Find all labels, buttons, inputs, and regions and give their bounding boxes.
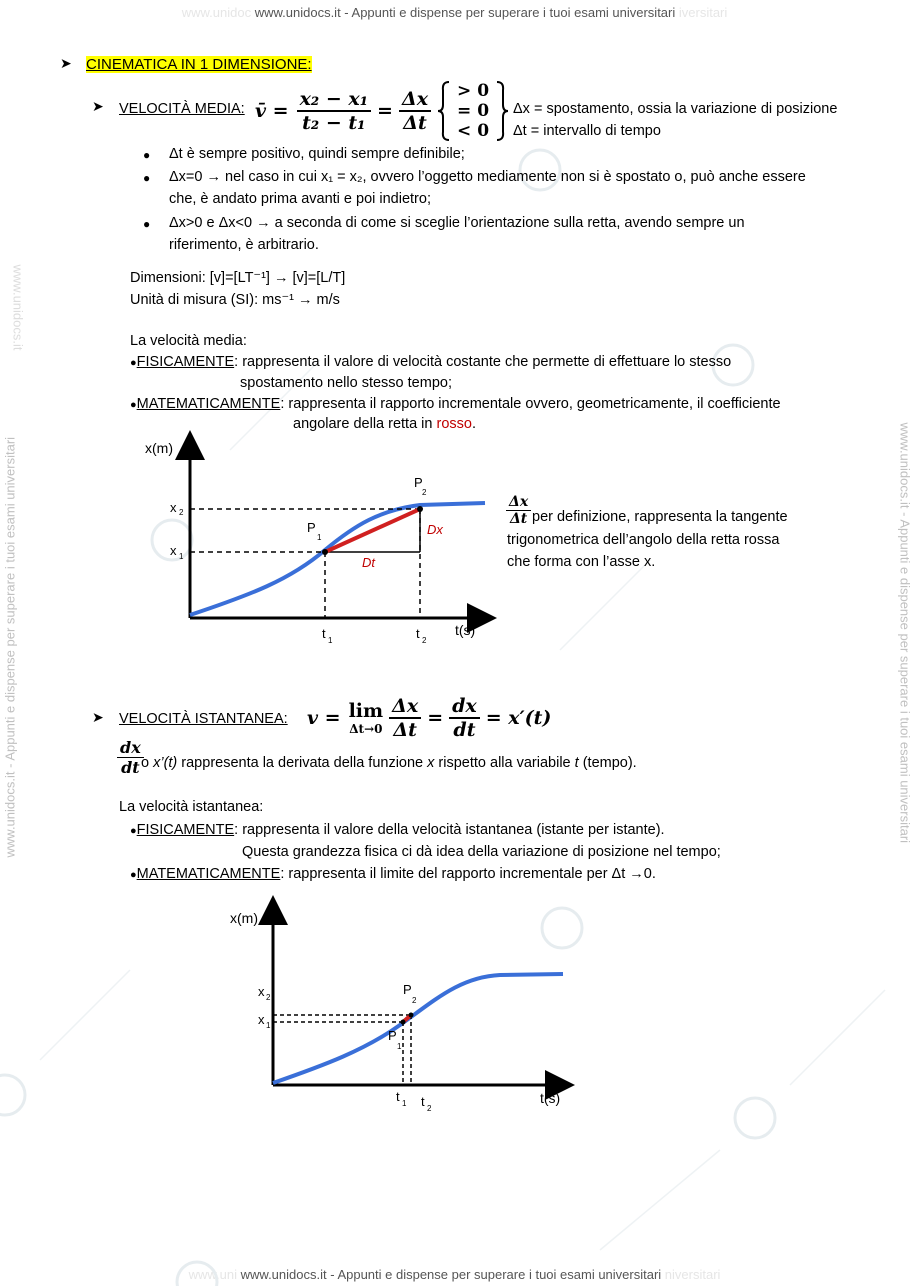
note-line-1: per definizione, rappresenta la tangente — [532, 509, 788, 525]
deriv-frac — [117, 738, 144, 777]
p1-sub: 1 — [317, 533, 322, 542]
graph-velocita-media — [140, 435, 500, 650]
section-title-text: CINEMATICA IN 1 DIMENSIONE: — [86, 56, 312, 73]
istantanea-arrow-icon: ➤ — [92, 709, 104, 725]
velocita-media-formula — [255, 80, 509, 142]
x1-label-2: x — [258, 1012, 265, 1027]
point-p1-2 — [401, 1020, 406, 1025]
deriv-frac-num: dx — [117, 738, 144, 758]
bullet-3-cont: riferimento, è arbitrario. — [169, 237, 319, 253]
mat-text-red: rosso — [436, 416, 472, 432]
point-p2 — [417, 506, 423, 512]
note-frac — [506, 494, 531, 527]
istantanea-matematicamente-label: MATEMATICAMENTE — [136, 866, 281, 882]
right-brace-icon — [495, 80, 509, 142]
velocita-media-label: VELOCITÀ MEDIA: — [119, 101, 245, 117]
footer-watermark-text[interactable]: www.unidocs.it - Appunti e dispense per superare i tuoi esami universitari — [240, 1267, 662, 1282]
t1-sub: 1 — [328, 636, 333, 645]
istantanea-fisicamente-text: : rappresenta il valore della velocità istantanea (istante per istante). — [234, 822, 665, 838]
p2-sub: 2 — [422, 488, 427, 497]
formula2-den-1: Δt — [393, 719, 417, 741]
media-arrow-icon: ➤ — [92, 98, 104, 114]
formula-cases — [457, 81, 489, 141]
bullet-dot-icon: ● — [130, 825, 137, 837]
formula-lhs: v̄ = — [255, 100, 289, 122]
deriv-f: t — [574, 755, 579, 771]
left-side-watermark-top: www.unidocs.it — [10, 264, 26, 351]
note-frac-den: Δt — [509, 511, 528, 527]
p1-sub-2: 1 — [397, 1042, 402, 1051]
mat-text-b: . — [471, 416, 476, 432]
x2-sub: 2 — [179, 508, 184, 517]
formula-eq: = — [377, 100, 393, 122]
t2-label: t — [416, 626, 420, 641]
t2-sub-2: 2 — [427, 1104, 432, 1113]
deriv-frac-den: dt — [121, 758, 140, 777]
formula2-lhs: v = — [307, 707, 341, 729]
bullet-1: Δt è sempre positivo, quindi sempre definibile; — [169, 146, 465, 162]
def-spostamento: Δx = spostamento, ossia la variazione di posizione — [513, 101, 838, 117]
formula2-limit — [349, 700, 384, 736]
formula2-frac-2 — [449, 695, 480, 741]
def-intervallo: Δt = intervallo di tempo — [513, 123, 661, 139]
right-side-watermark: www.unidocs.it - Appunti e dispense per superare i tuoi esami universitari — [897, 422, 913, 844]
t2-label-2: t — [421, 1094, 425, 1109]
x-axis-label-2: t(s) — [540, 1090, 561, 1106]
deriv-a: o — [141, 755, 154, 771]
header-ghost-left: www.unidoc — [181, 5, 252, 20]
istantanea-fisicamente-cont: Questa grandezza fisica ci dà idea della variazione di posizione nel tempo; — [242, 844, 721, 860]
bullet-3: Δx>0 e Δx<0 → a seconda di come si sceglie l’orientazione sulla retta, avendo sempre un — [169, 215, 745, 231]
formula2-lim: lim — [348, 700, 384, 722]
istantanea-matematicamente-text: : rappresenta il limite del rapporto incrementale per Δt →0. — [280, 866, 656, 882]
t1-label: t — [322, 626, 326, 641]
note-line-3: che forma con l’asse x. — [507, 554, 656, 570]
fisicamente-line — [130, 352, 731, 373]
fisicamente-text-cont: spostamento nello stesso tempo; — [240, 375, 452, 391]
formula-frac-2 — [399, 88, 431, 134]
section-title — [86, 54, 312, 76]
mat-text-a: angolare della retta in — [293, 416, 437, 432]
dt-label: Dt — [362, 555, 375, 570]
x-axis-label: t(s) — [455, 622, 476, 638]
matematicamente-line — [130, 394, 781, 415]
position-curve — [190, 503, 485, 615]
x1-label: x — [170, 543, 177, 558]
p2-label-2: P — [403, 982, 412, 997]
case-zero: = 0 — [457, 101, 490, 121]
bullet-dot-icon: ● — [130, 357, 137, 369]
p1-label: P — [307, 520, 316, 535]
point-p1 — [322, 549, 328, 555]
matematicamente-text: : rappresenta il rapporto incrementale ovvero, geometricamente, il coefficiente — [280, 396, 781, 412]
formula2-lim-sub: Δt→0 — [349, 722, 383, 736]
formula2-rhs: = x′(t) — [485, 707, 552, 729]
section-arrow-icon: ➤ — [60, 55, 72, 71]
note-line-2: trigonometrica dell’angolo della retta rossa — [507, 532, 780, 548]
formula-frac-1 — [297, 88, 371, 134]
note-fraction — [506, 494, 531, 527]
header-watermark-text[interactable]: www.unidocs.it - Appunti e dispense per superare i tuoi esami universitari — [254, 5, 676, 20]
formula2-den-2: dt — [453, 719, 476, 741]
x2-label: x — [170, 500, 177, 515]
unita-misura: Unità di misura (SI): ms⁻¹ → m/s — [130, 292, 340, 308]
matematicamente-text-cont — [293, 414, 476, 435]
left-side-watermark: www.unidocs.it - Appunti e dispense per superare i tuoi esami universitari — [2, 436, 18, 858]
istantanea-matematicamente-line — [130, 864, 656, 885]
case-negative: < 0 — [457, 121, 490, 141]
dimensioni: Dimensioni: [v]=[LT⁻¹] → [v]=[L/T] — [130, 270, 346, 286]
dx-label: Dx — [427, 522, 443, 537]
velocita-istantanea-label: VELOCITÀ ISTANTANEA: — [119, 711, 288, 727]
deriv-e: rispetto alla variabile — [434, 755, 575, 771]
formula-den-2: Δt — [403, 112, 427, 134]
p2-sub-2: 2 — [412, 996, 417, 1005]
footer-ghost-left: www.uni — [188, 1267, 237, 1282]
x1-sub: 1 — [179, 552, 184, 561]
y-axis-label-2: x(m) — [230, 910, 258, 926]
istantanea-intro: La velocità istantanea: — [119, 799, 264, 815]
formula-num-1: x₂ − x₁ — [297, 88, 371, 112]
secant-line — [325, 509, 420, 552]
velocita-istantanea-formula — [307, 692, 551, 744]
left-brace-icon — [437, 80, 451, 142]
deriv-fraction — [117, 738, 144, 777]
formula2-num-1: Δx — [389, 695, 421, 719]
bullet-2-cont: che, è andato prima avanti e poi indietro; — [169, 191, 431, 207]
formula2-frac-1 — [389, 695, 421, 741]
formula-num-2: Δx — [399, 88, 431, 112]
bullet-2: Δx=0 → nel caso in cui x₁ = x₂, ovvero l’oggetto mediamente non si è spostato o, può anche essere — [169, 169, 806, 185]
matematicamente-label: MATEMATICAMENTE — [136, 396, 281, 412]
footer-ghost-right: niversitari — [664, 1267, 721, 1282]
case-positive: > 0 — [457, 81, 490, 101]
deriv-g: (tempo). — [578, 755, 637, 771]
istantanea-fisicamente-label: FISICAMENTE — [136, 822, 235, 838]
formula2-num-2: dx — [449, 695, 480, 719]
x1-sub-2: 1 — [266, 1021, 271, 1030]
p2-label: P — [414, 475, 423, 490]
velocita-media-intro: La velocità media: — [130, 333, 247, 349]
fisicamente-label: FISICAMENTE — [136, 354, 235, 370]
deriv-c: rappresenta la derivata della funzione — [177, 755, 428, 771]
header-ghost-right: iversitari — [678, 5, 728, 20]
fisicamente-text: : rappresenta il valore di velocità costante che permette di effettuare lo stesso — [234, 354, 732, 370]
deriv-b: x’(t) — [153, 755, 178, 771]
graph-velocita-istantanea — [225, 905, 575, 1120]
derivata-line — [141, 753, 637, 774]
note-frac-num: Δx — [506, 494, 531, 511]
bullet-dot-icon: ● — [130, 399, 137, 411]
formula-den-1: t₂ − t₁ — [302, 112, 366, 134]
x2-sub-2: 2 — [266, 993, 271, 1002]
formula2-eq: = — [427, 707, 444, 729]
position-curve-2 — [273, 974, 563, 1083]
y-axis-label: x(m) — [145, 440, 173, 456]
p1-label-2: P — [388, 1028, 397, 1043]
t2-sub: 2 — [422, 636, 427, 645]
bullet-dot-icon: ● — [130, 869, 137, 881]
t1-label-2: t — [396, 1089, 400, 1104]
istantanea-fisicamente-line — [130, 820, 665, 841]
bullet-dot-icon: ● — [143, 217, 151, 231]
deriv-d: x — [427, 755, 435, 771]
point-p2-2 — [409, 1013, 414, 1018]
x2-label-2: x — [258, 984, 265, 999]
bullet-dot-icon: ● — [143, 148, 151, 162]
t1-sub-2: 1 — [402, 1099, 407, 1108]
bullet-dot-icon: ● — [143, 171, 151, 185]
